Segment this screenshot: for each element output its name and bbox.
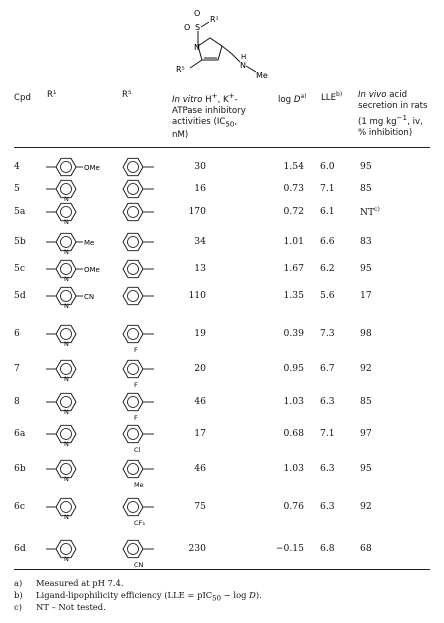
invivo-footnote-mark: c)	[374, 206, 380, 213]
r1-substituent: Me	[84, 239, 95, 247]
ring-nitrogen-label: N	[64, 513, 69, 521]
r5-structure	[116, 355, 164, 389]
cell-ic50: 75	[194, 501, 206, 512]
ring-nitrogen-label: N	[64, 218, 69, 226]
header-cpd: Cpd	[14, 93, 31, 103]
r5-substituent: CN	[134, 561, 144, 569]
core-structure	[160, 6, 270, 86]
r1-structure	[44, 388, 114, 416]
header-logd: $\log D^{a)}$	[278, 93, 307, 105]
r5-substituent: F	[134, 381, 138, 389]
r5-structure	[116, 420, 164, 454]
structure-o-top: O	[194, 9, 201, 18]
r5-structure	[116, 493, 164, 527]
cell-logd: 1.35	[283, 290, 304, 301]
cell-invivo: 85	[360, 396, 372, 407]
r1-structure	[44, 420, 114, 448]
cell-ic50: 170	[188, 206, 206, 217]
r5-structure	[116, 198, 164, 232]
r5-substituent: Me	[134, 481, 144, 489]
footnote-mark: c)	[14, 602, 22, 612]
cell-invivo: 95	[360, 463, 372, 474]
cell-lle: 6.1	[320, 206, 335, 217]
structure-me: Me	[256, 71, 268, 80]
cell-cpd: 5b	[14, 236, 26, 247]
cell-ic50: 16	[194, 183, 206, 194]
cell-cpd: 6c	[14, 501, 25, 512]
cell-ic50: 19	[194, 328, 206, 339]
cell-ic50: 46	[194, 396, 206, 407]
cell-ic50: 110	[188, 290, 206, 301]
r1-structure	[44, 228, 114, 256]
cell-lle: 6.2	[320, 263, 335, 274]
cell-lle: 7.1	[320, 183, 335, 194]
r1-structure	[44, 198, 114, 226]
cell-logd: 0.68	[283, 428, 304, 439]
cell-logd: 1.03	[283, 463, 304, 474]
cell-ic50: 30	[194, 161, 206, 172]
cell-lle: 6.7	[320, 363, 335, 374]
structure-s: S	[195, 23, 201, 32]
r5-structure	[116, 455, 164, 489]
cell-lle: 6.6	[320, 236, 335, 247]
cell-logd: 1.67	[283, 263, 304, 274]
ring-nitrogen-label: N	[64, 408, 69, 416]
r1-substituent: CN	[84, 293, 95, 301]
cell-ic50: 34	[194, 236, 206, 247]
structure-n1: N	[194, 43, 200, 52]
r1-structure	[44, 455, 114, 483]
cell-ic50: 17	[194, 428, 206, 439]
cell-cpd: 6d	[14, 543, 26, 554]
r5-structure	[116, 282, 164, 316]
cell-cpd: 6a	[14, 428, 26, 439]
header-rule	[14, 147, 430, 148]
cell-invivo: 98	[360, 328, 372, 339]
cell-invivo: 92	[360, 363, 372, 374]
cell-invivo: NT$^{c)}$	[360, 206, 380, 219]
structure-r5: R⁵	[176, 65, 185, 74]
header-r5: R⁵	[122, 90, 132, 100]
cell-cpd: 6	[14, 328, 20, 339]
cell-logd: 1.01	[283, 236, 304, 247]
r1-structure	[44, 320, 114, 348]
ring-nitrogen-label: N	[64, 340, 69, 348]
cell-lle: 5.6	[320, 290, 335, 301]
cell-logd: 1.03	[283, 396, 304, 407]
cell-invivo: 83	[360, 236, 372, 247]
r1-structure	[44, 255, 114, 283]
structure-nh: N	[240, 61, 246, 70]
cell-cpd: 5d	[14, 290, 26, 301]
cell-ic50: 230	[188, 543, 206, 554]
cell-ic50: 46	[194, 463, 206, 474]
footer-rule	[14, 569, 430, 570]
ring-nitrogen-label: N	[64, 248, 69, 256]
cell-logd: 0.39	[283, 328, 304, 339]
cell-logd: 0.73	[283, 183, 304, 194]
r1-structure	[44, 493, 114, 521]
footnote-text: Ligand-lipophilicity efficiency (LLE = pIC$_{50}$ − log D).	[36, 590, 262, 603]
cell-cpd: 5	[14, 183, 20, 194]
cell-invivo: 95	[360, 161, 372, 172]
cell-ic50: 20	[194, 363, 206, 374]
cell-lle: 7.1	[320, 428, 335, 439]
cell-logd: 0.72	[283, 206, 304, 217]
cell-logd: 0.95	[283, 363, 304, 374]
structure-o-left: O	[184, 23, 191, 32]
r1-structure	[44, 355, 114, 383]
cell-invivo: 68	[360, 543, 372, 554]
cell-logd: 1.54	[283, 161, 304, 172]
structure-r1: R¹	[210, 15, 219, 24]
ring-nitrogen-label: N	[64, 475, 69, 483]
r5-substituent: CF₃	[134, 519, 145, 527]
header-ic50: In vitro H+, K+- ATPase inhibitory activities ($IC_{50}$, nM)	[172, 91, 246, 140]
r5-structure	[116, 388, 164, 422]
cell-lle: 6.3	[320, 501, 335, 512]
cell-logd: −0.15	[275, 543, 304, 554]
cell-invivo: 85	[360, 183, 372, 194]
r1-structure	[44, 282, 114, 310]
ring-nitrogen-label: N	[64, 555, 69, 563]
cell-ic50: 13	[194, 263, 206, 274]
footnote-mark: a)	[14, 578, 23, 588]
cell-logd: 0.76	[283, 501, 304, 512]
cell-invivo: 97	[360, 428, 372, 439]
structure-h: H	[241, 53, 247, 61]
ring-nitrogen-label: N	[64, 275, 69, 283]
footnote-text: NT – Not tested.	[36, 602, 106, 612]
cell-lle: 6.0	[320, 161, 335, 172]
footnote-mark: b)	[14, 590, 23, 600]
header-invivo: In vivo acid secretion in rats (1 mg $kg^{-1}$, iv, % inhibition)	[358, 90, 428, 138]
cell-lle: 6.8	[320, 543, 335, 554]
r1-substituent: OMe	[84, 266, 100, 274]
r5-substituent: F	[134, 414, 138, 422]
r5-substituent: F	[134, 346, 138, 354]
cell-invivo: 92	[360, 501, 372, 512]
r1-structure	[44, 535, 114, 563]
ring-nitrogen-label: N	[64, 375, 69, 383]
r1-substituent: OMe	[84, 164, 100, 172]
header-r1: R¹	[47, 90, 57, 100]
ring-nitrogen-label: N	[64, 440, 69, 448]
r5-structure	[116, 535, 164, 569]
cell-invivo: 17	[360, 290, 372, 301]
r5-structure	[116, 320, 164, 354]
cell-cpd: 4	[14, 161, 20, 172]
ring-nitrogen-label: N	[64, 195, 69, 203]
cell-cpd: 8	[14, 396, 20, 407]
ring-nitrogen-label: N	[64, 302, 69, 310]
cell-lle: 7.3	[320, 328, 335, 339]
cell-lle: 6.3	[320, 463, 335, 474]
header-lle: LLE$^{b)}$	[321, 91, 343, 103]
cell-cpd: 5c	[14, 263, 25, 274]
cell-cpd: 6b	[14, 463, 26, 474]
cell-cpd: 5a	[14, 206, 26, 217]
cell-invivo: 95	[360, 263, 372, 274]
r5-substituent: Cl	[134, 446, 141, 454]
cell-lle: 6.3	[320, 396, 335, 407]
footnote-text: Measured at pH 7.4.	[36, 578, 124, 588]
cell-cpd: 7	[14, 363, 20, 374]
